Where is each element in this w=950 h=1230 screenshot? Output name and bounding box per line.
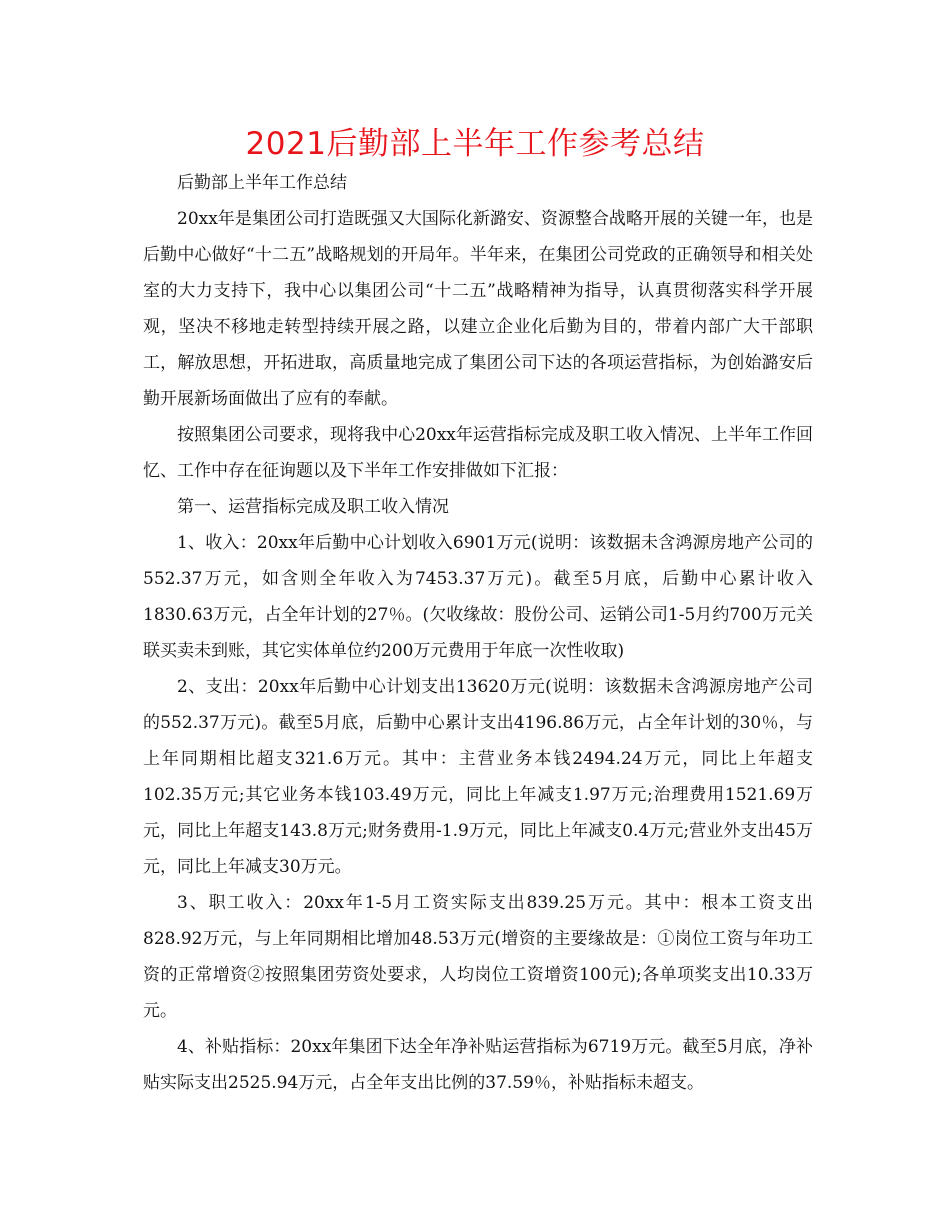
report-scope-paragraph: 按照集团公司要求，现将我中心20xx年运营指标完成及职工收入情况、上半年工作回忆、工作中存在征询题以及下半年工作安排做如下汇报： (143, 425, 813, 481)
section-heading: 第一、运营指标完成及职工收入情况 (177, 497, 449, 517)
intro-paragraph: 20xx年是集团公司打造既强又大国际化新潞安、资源整合战略开展的关键一年，也是后勤中心做好“十二五”战略规划的开局年。半年来，在集团公司党政的正确领导和相关处室的大力支持下，我中心以集团公司“十二五”战略精神为指导，认真贯彻落实科学开展观，坚决不移地走转型持续开展之路，以建立企业化后勤为目的，带着内部广大干部职工，解放思想，开拓进取，高质量地完成了集团公司下达的各项运营指标，为创始潞安后勤开展新场面做出了应有的奉献。 (143, 209, 813, 409)
expenditure-paragraph: 2、支出：20xx年后勤中心计划支出13620万元(说明：该数据未含鸿源房地产公司的552.37万元)。截至5月底，后勤中心累计支出4196.86万元，占全年计划的30％，与上年同期相比超支321.6万元。其中：主营业务本钱2494.24万元，同比上年超支102.35万元;其它业务本钱103.49万元，同比上年减支1.97万元;治理费用1521.69万元，同比上年超支143.8万元;财务费用-1.9万元，同比上年减支0.4万元;营业外支出45万元，同比上年减支30万元。 (143, 677, 813, 877)
subtitle-paragraph: 后勤部上半年工作总结 (177, 173, 347, 193)
document-title: 2021后勤部上半年工作参考总结 (245, 126, 705, 162)
document-body (143, 165, 813, 1101)
staff-income-paragraph: 3、职工收入：20xx年1-5月工资实际支出839.25万元。其中：根本工资支出828.92万元，与上年同期相比增加48.53万元(增资的主要缘故是：①岗位工资与年功工资的正常增资②按照集团劳资处要求，人均岗位工资增资100元);各单项奖支出10.33万元。 (143, 893, 813, 1021)
income-paragraph: 1、收入：20xx年后勤中心计划收入6901万元(说明：该数据未含鸿源房地产公司的552.37万元，如含则全年收入为7453.37万元)。截至5月底，后勤中心累计收入1830.63万元，占全年计划的27％。(欠收缘故：股份公司、运销公司1-5月约700万元关联买卖未到账，其它实体单位约200万元费用于年底一次性收取) (143, 533, 813, 661)
subsidy-paragraph: 4、补贴指标：20xx年集团下达全年净补贴运营指标为6719万元。截至5月底，净补贴实际支出2525.94万元，占全年支出比例的37.59％，补贴指标未超支。 (143, 1037, 813, 1093)
